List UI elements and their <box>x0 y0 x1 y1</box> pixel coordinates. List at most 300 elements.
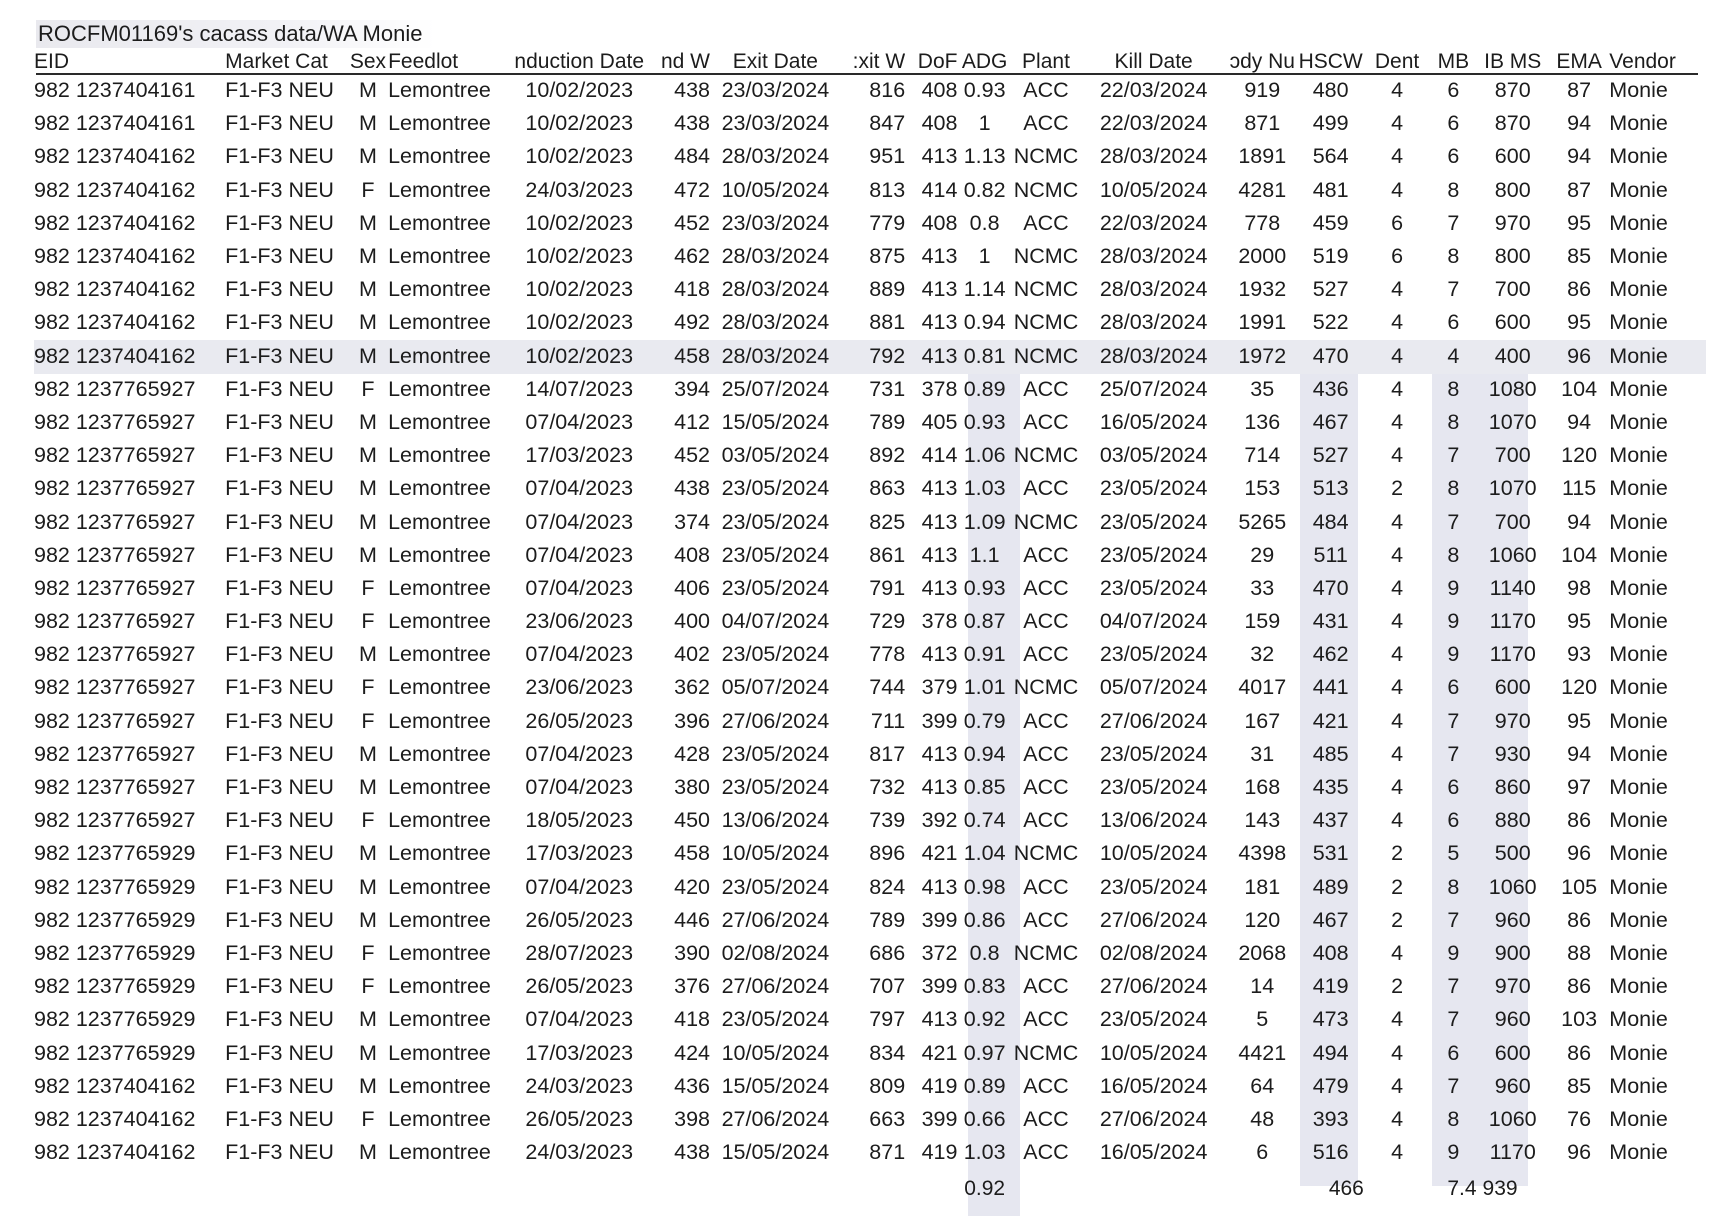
cell-market-cat: F1-F3 NEU <box>225 409 334 434</box>
cell-mb-ms: 880 <box>1494 808 1531 833</box>
cell-exit-date: 23/03/2024 <box>721 78 830 103</box>
cell-ind-weight: 484 <box>674 144 710 169</box>
cell-mb-ms: 930 <box>1494 741 1531 766</box>
column-header-sex: Sex <box>349 50 387 73</box>
cell-exit-date: 15/05/2024 <box>721 1140 830 1165</box>
cell-market-cat: F1-F3 NEU <box>225 775 334 800</box>
cell-vendor: Monie <box>1609 177 1668 202</box>
cell-adg: 1.03 <box>963 1140 1006 1165</box>
cell-mb-ms: 960 <box>1494 1073 1531 1098</box>
cell-kill-date: 03/05/2024 <box>1099 443 1208 468</box>
cell-sex: M <box>359 409 377 434</box>
cell-ind-weight: 438 <box>674 476 710 501</box>
cell-sex: M <box>359 907 377 932</box>
cell-mb-ms: 600 <box>1494 675 1531 700</box>
cell-market-cat: F1-F3 NEU <box>225 111 334 136</box>
cell-exit-date: 10/05/2024 <box>721 841 830 866</box>
cell-hscw: 531 <box>1312 841 1349 866</box>
cell-plant: ACC <box>1023 741 1069 766</box>
cell-induction-date: 10/02/2023 <box>525 310 634 335</box>
cell-exit-date: 28/03/2024 <box>721 244 830 269</box>
column-header-vendor: Vendor <box>1609 50 1676 73</box>
table-row <box>34 1036 1706 1069</box>
cell-body-number: 33 <box>1250 575 1275 600</box>
cell-ind-weight: 462 <box>674 244 710 269</box>
cell-feedlot: Lemontree <box>388 177 491 202</box>
cell-hscw: 436 <box>1312 376 1349 401</box>
cell-exit-weight: 847 <box>869 111 906 136</box>
table-row <box>34 340 1706 373</box>
cell-induction-date: 10/02/2023 <box>525 277 634 302</box>
cell-adg: 1.09 <box>963 509 1006 534</box>
cell-ind-weight: 438 <box>674 1140 710 1165</box>
cell-mb: 8 <box>1447 874 1460 899</box>
cell-hscw: 393 <box>1312 1106 1349 1131</box>
cell-eid: 982 1237765927 <box>34 708 196 733</box>
cell-dof: 419 <box>921 1140 958 1165</box>
cell-hscw: 499 <box>1312 111 1349 136</box>
cell-hscw: 462 <box>1312 642 1349 667</box>
cell-dof: 413 <box>921 277 958 302</box>
cell-sex: M <box>359 443 377 468</box>
cell-exit-date: 15/05/2024 <box>721 1073 830 1098</box>
cell-exit-weight: 789 <box>869 907 906 932</box>
cell-hscw: 441 <box>1312 675 1349 700</box>
cell-dentition: 4 <box>1391 609 1404 634</box>
cell-ema: 85 <box>1567 244 1592 269</box>
cell-body-number: 871 <box>1244 111 1281 136</box>
cell-ind-weight: 472 <box>674 177 710 202</box>
cell-exit-weight: 881 <box>869 310 906 335</box>
table-row <box>34 74 1706 107</box>
cell-market-cat: F1-F3 NEU <box>225 376 334 401</box>
table-row <box>34 671 1706 704</box>
cell-exit-date: 05/07/2024 <box>721 675 830 700</box>
table-row <box>34 572 1706 605</box>
cell-kill-date: 28/03/2024 <box>1099 244 1208 269</box>
cell-exit-date: 15/05/2024 <box>721 409 830 434</box>
cell-vendor: Monie <box>1609 940 1668 965</box>
cell-ema: 88 <box>1567 940 1592 965</box>
cell-plant: ACC <box>1023 210 1069 235</box>
cell-induction-date: 10/02/2023 <box>525 144 634 169</box>
cell-mb-ms: 1060 <box>1488 1106 1537 1131</box>
cell-plant: ACC <box>1023 575 1069 600</box>
cell-mb: 7 <box>1447 741 1460 766</box>
cell-plant: ACC <box>1023 874 1069 899</box>
cell-plant: ACC <box>1023 974 1069 999</box>
cell-market-cat: F1-F3 NEU <box>225 609 334 634</box>
column-header-dof: DoF <box>917 50 958 73</box>
cell-eid: 982 1237765929 <box>34 940 196 965</box>
cell-ind-weight: 396 <box>674 708 710 733</box>
cell-sex: M <box>359 1040 377 1065</box>
cell-ema: 94 <box>1567 741 1592 766</box>
cell-exit-date: 23/05/2024 <box>721 476 830 501</box>
cell-exit-weight: 729 <box>869 609 906 634</box>
cell-adg: 0.74 <box>963 808 1006 833</box>
cell-hscw: 435 <box>1312 775 1349 800</box>
cell-market-cat: F1-F3 NEU <box>225 476 334 501</box>
cell-exit-weight: 731 <box>869 376 906 401</box>
cell-dentition: 6 <box>1391 210 1404 235</box>
cell-eid: 982 1237765927 <box>34 609 196 634</box>
cell-ind-weight: 438 <box>674 78 710 103</box>
cell-mb-ms: 600 <box>1494 1040 1531 1065</box>
cell-ema: 86 <box>1567 808 1592 833</box>
cell-dentition: 4 <box>1391 708 1404 733</box>
cell-market-cat: F1-F3 NEU <box>225 708 334 733</box>
cell-market-cat: F1-F3 NEU <box>225 1073 334 1098</box>
cell-kill-date: 23/05/2024 <box>1099 874 1208 899</box>
cell-ind-weight: 428 <box>674 741 710 766</box>
cell-ema: 94 <box>1567 144 1592 169</box>
cell-dentition: 4 <box>1391 376 1404 401</box>
cell-mb-ms: 400 <box>1494 343 1531 368</box>
column-header-body-number: ɔdy Nu <box>1229 50 1295 73</box>
cell-exit-weight: 789 <box>869 409 906 434</box>
cell-dentition: 4 <box>1391 343 1404 368</box>
cell-market-cat: F1-F3 NEU <box>225 244 334 269</box>
cell-exit-date: 23/05/2024 <box>721 509 830 534</box>
header-row <box>34 50 1706 74</box>
cell-dof: 408 <box>921 210 958 235</box>
cell-dentition: 4 <box>1391 509 1404 534</box>
cell-hscw: 431 <box>1312 609 1349 634</box>
cell-vendor: Monie <box>1609 675 1668 700</box>
cell-exit-date: 23/03/2024 <box>721 111 830 136</box>
cell-vendor: Monie <box>1609 1007 1668 1032</box>
cell-vendor: Monie <box>1609 1040 1668 1065</box>
cell-body-number: 64 <box>1250 1073 1275 1098</box>
cell-mb: 6 <box>1447 111 1460 136</box>
cell-eid: 982 1237765927 <box>34 775 196 800</box>
cell-mb-ms: 970 <box>1494 974 1531 999</box>
cell-kill-date: 28/03/2024 <box>1099 144 1208 169</box>
cell-exit-weight: 863 <box>869 476 906 501</box>
cell-exit-date: 10/05/2024 <box>721 1040 830 1065</box>
cell-hscw: 470 <box>1312 343 1349 368</box>
cell-hscw: 511 <box>1313 542 1348 567</box>
cell-adg: 1.03 <box>963 476 1006 501</box>
cell-ema: 86 <box>1567 277 1592 302</box>
cell-kill-date: 27/06/2024 <box>1099 974 1208 999</box>
cell-mb-ms: 1170 <box>1489 1140 1536 1165</box>
cell-vendor: Monie <box>1609 277 1668 302</box>
cell-mb: 7 <box>1447 1073 1460 1098</box>
table-row <box>34 904 1706 937</box>
table-row <box>34 373 1706 406</box>
cell-sex: M <box>359 874 377 899</box>
cell-induction-date: 14/07/2023 <box>525 376 634 401</box>
cell-dof: 399 <box>921 708 958 733</box>
cell-mb: 6 <box>1447 775 1460 800</box>
cell-mb: 7 <box>1447 509 1460 534</box>
cell-ema: 86 <box>1567 974 1592 999</box>
cell-mb: 9 <box>1447 609 1460 634</box>
cell-hscw: 467 <box>1312 907 1349 932</box>
cell-plant: NCMC <box>1013 1040 1079 1065</box>
cell-kill-date: 28/03/2024 <box>1099 310 1208 335</box>
cell-mb: 7 <box>1447 210 1460 235</box>
cell-dentition: 4 <box>1391 741 1404 766</box>
cell-ind-weight: 452 <box>674 443 710 468</box>
cell-eid: 982 1237765927 <box>34 642 196 667</box>
cell-sex: M <box>359 775 377 800</box>
cell-plant: NCMC <box>1013 310 1079 335</box>
cell-dentition: 4 <box>1391 542 1404 567</box>
cell-dentition: 2 <box>1391 907 1404 932</box>
cell-dentition: 4 <box>1391 675 1404 700</box>
cell-dentition: 4 <box>1391 1007 1404 1032</box>
cell-exit-weight: 889 <box>869 277 906 302</box>
cell-dof: 413 <box>921 476 958 501</box>
cell-mb-ms: 600 <box>1494 310 1531 335</box>
cell-induction-date: 10/02/2023 <box>525 111 634 136</box>
cell-induction-date: 23/06/2023 <box>525 675 634 700</box>
cell-kill-date: 22/03/2024 <box>1099 78 1208 103</box>
cell-sex: M <box>359 78 377 103</box>
cell-sex: F <box>361 575 375 600</box>
cell-ind-weight: 446 <box>674 907 710 932</box>
cell-feedlot: Lemontree <box>388 609 491 634</box>
cell-sex: F <box>361 1106 375 1131</box>
cell-exit-weight: 797 <box>869 1007 906 1032</box>
cell-sex: M <box>359 310 377 335</box>
cell-mb: 6 <box>1447 675 1460 700</box>
cell-ema: 120 <box>1561 675 1598 700</box>
cell-sex: M <box>359 1140 377 1165</box>
cell-sex: M <box>359 476 377 501</box>
cell-feedlot: Lemontree <box>388 1007 491 1032</box>
cell-ind-weight: 436 <box>674 1073 710 1098</box>
cell-eid: 982 1237765927 <box>34 675 196 700</box>
cell-induction-date: 07/04/2023 <box>525 509 634 534</box>
cell-exit-weight: 707 <box>869 974 906 999</box>
cell-hscw: 522 <box>1312 310 1349 335</box>
avg-hscw: 466 <box>1328 1177 1364 1201</box>
cell-plant: ACC <box>1023 609 1069 634</box>
cell-dof: 413 <box>921 542 958 567</box>
cell-eid: 982 1237404162 <box>34 1073 196 1098</box>
cell-dof: 413 <box>921 874 958 899</box>
cell-eid: 982 1237765927 <box>34 808 196 833</box>
cell-mb-ms: 970 <box>1494 210 1531 235</box>
cell-plant: NCMC <box>1013 277 1079 302</box>
cell-market-cat: F1-F3 NEU <box>225 808 334 833</box>
column-header-market-cat: Market Cat <box>225 50 328 73</box>
cell-ind-weight: 418 <box>674 1007 710 1032</box>
cell-feedlot: Lemontree <box>388 244 491 269</box>
cell-dof: 413 <box>921 1007 958 1032</box>
cell-ind-weight: 492 <box>674 310 710 335</box>
cell-ema: 103 <box>1561 1007 1598 1032</box>
cell-kill-date: 27/06/2024 <box>1099 907 1208 932</box>
column-header-mb: MB <box>1437 50 1470 73</box>
cell-ema: 93 <box>1567 642 1592 667</box>
cell-body-number: 120 <box>1244 907 1281 932</box>
cell-exit-date: 04/07/2024 <box>721 609 830 634</box>
cell-induction-date: 07/04/2023 <box>525 775 634 800</box>
table-row <box>34 240 1706 273</box>
cell-exit-date: 23/05/2024 <box>721 542 830 567</box>
cell-hscw: 470 <box>1312 575 1349 600</box>
cell-ind-weight: 418 <box>674 277 710 302</box>
cell-adg: 1.01 <box>963 675 1006 700</box>
cell-eid: 982 1237765929 <box>34 907 196 932</box>
cell-exit-date: 23/05/2024 <box>721 1007 830 1032</box>
cell-mb-ms: 900 <box>1494 940 1531 965</box>
cell-eid: 982 1237404162 <box>34 1140 196 1165</box>
cell-dentition: 4 <box>1391 111 1404 136</box>
cell-exit-date: 23/05/2024 <box>721 741 830 766</box>
cell-eid: 982 1237765927 <box>34 509 196 534</box>
cell-market-cat: F1-F3 NEU <box>225 1140 334 1165</box>
cell-hscw: 485 <box>1312 741 1349 766</box>
cell-adg: 0.79 <box>963 708 1006 733</box>
cell-exit-weight: 861 <box>869 542 906 567</box>
cell-adg: 1 <box>978 244 991 269</box>
cell-mb-ms: 960 <box>1494 907 1531 932</box>
cell-sex: M <box>359 277 377 302</box>
cell-market-cat: F1-F3 NEU <box>225 741 334 766</box>
cell-dentition: 4 <box>1391 575 1404 600</box>
cell-market-cat: F1-F3 NEU <box>225 177 334 202</box>
cell-feedlot: Lemontree <box>388 642 491 667</box>
cell-kill-date: 23/05/2024 <box>1099 575 1208 600</box>
avg-mb-ms: 939 <box>1482 1177 1518 1201</box>
cell-feedlot: Lemontree <box>388 210 491 235</box>
cell-dof: 405 <box>921 409 958 434</box>
cell-feedlot: Lemontree <box>388 443 491 468</box>
cell-body-number: 778 <box>1244 210 1281 235</box>
table-body <box>34 74 1706 1169</box>
cell-exit-weight: 951 <box>869 144 906 169</box>
cell-exit-date: 23/05/2024 <box>721 775 830 800</box>
cell-ema: 87 <box>1567 177 1592 202</box>
cell-adg: 0.8 <box>969 210 1000 235</box>
cell-feedlot: Lemontree <box>388 907 491 932</box>
cell-exit-weight: 779 <box>869 210 906 235</box>
cell-vendor: Monie <box>1609 111 1668 136</box>
cell-feedlot: Lemontree <box>388 343 491 368</box>
cell-plant: ACC <box>1023 1106 1069 1131</box>
cell-induction-date: 24/03/2023 <box>525 1140 634 1165</box>
table-row <box>34 107 1706 140</box>
cell-body-number: 159 <box>1244 609 1281 634</box>
cell-kill-date: 10/05/2024 <box>1099 841 1208 866</box>
cell-feedlot: Lemontree <box>388 310 491 335</box>
table-row <box>34 871 1706 904</box>
cell-ema: 95 <box>1567 210 1592 235</box>
cell-hscw: 489 <box>1312 874 1349 899</box>
cell-hscw: 480 <box>1312 78 1349 103</box>
cell-dentition: 4 <box>1391 1040 1404 1065</box>
cell-sex: F <box>361 940 375 965</box>
cell-exit-weight: 739 <box>869 808 906 833</box>
table-row <box>34 406 1706 439</box>
cell-body-number: 4017 <box>1238 675 1287 700</box>
cell-adg: 0.92 <box>963 1007 1006 1032</box>
cell-plant: ACC <box>1023 1073 1069 1098</box>
cell-feedlot: Lemontree <box>388 708 491 733</box>
table-row <box>34 605 1706 638</box>
cell-ema: 94 <box>1567 409 1592 434</box>
table-row <box>34 174 1706 207</box>
cell-induction-date: 26/05/2023 <box>525 907 634 932</box>
cell-mb-ms: 600 <box>1494 144 1531 169</box>
cell-plant: NCMC <box>1013 144 1079 169</box>
cell-market-cat: F1-F3 NEU <box>225 642 334 667</box>
cell-dentition: 2 <box>1391 476 1404 501</box>
cell-mb: 8 <box>1447 177 1460 202</box>
column-header-hscw: HSCW <box>1298 50 1363 73</box>
cell-dentition: 4 <box>1391 144 1404 169</box>
cell-eid: 982 1237765927 <box>34 376 196 401</box>
cell-sex: M <box>359 210 377 235</box>
cell-dentition: 4 <box>1391 775 1404 800</box>
averages-row <box>34 1169 1706 1201</box>
cell-plant: NCMC <box>1013 940 1079 965</box>
cell-body-number: 6 <box>1256 1140 1269 1165</box>
cell-hscw: 459 <box>1312 210 1349 235</box>
cell-hscw: 484 <box>1312 509 1349 534</box>
cell-vendor: Monie <box>1609 642 1668 667</box>
cell-kill-date: 22/03/2024 <box>1099 210 1208 235</box>
cell-ind-weight: 398 <box>674 1106 710 1131</box>
cell-kill-date: 23/05/2024 <box>1099 642 1208 667</box>
cell-exit-date: 23/05/2024 <box>721 874 830 899</box>
cell-ind-weight: 406 <box>674 575 710 600</box>
cell-sex: M <box>359 244 377 269</box>
cell-feedlot: Lemontree <box>388 974 491 999</box>
cell-exit-weight: 778 <box>869 642 906 667</box>
cell-mb: 6 <box>1447 1040 1460 1065</box>
cell-ema: 87 <box>1567 78 1592 103</box>
cell-exit-weight: 817 <box>869 741 906 766</box>
cell-dof: 413 <box>921 144 958 169</box>
cell-mb-ms: 870 <box>1494 78 1531 103</box>
cell-ema: 86 <box>1567 1040 1592 1065</box>
cell-sex: M <box>359 542 377 567</box>
cell-market-cat: F1-F3 NEU <box>225 940 334 965</box>
cell-exit-weight: 744 <box>869 675 906 700</box>
cell-plant: NCMC <box>1013 841 1079 866</box>
cell-market-cat: F1-F3 NEU <box>225 343 334 368</box>
cell-ema: 98 <box>1567 575 1592 600</box>
cell-exit-weight: 686 <box>869 940 906 965</box>
cell-exit-weight: 791 <box>869 575 906 600</box>
cell-dof: 372 <box>921 940 958 965</box>
cell-vendor: Monie <box>1609 542 1668 567</box>
cell-market-cat: F1-F3 NEU <box>225 78 334 103</box>
cell-adg: 1.13 <box>963 144 1006 169</box>
cell-mb: 8 <box>1447 376 1460 401</box>
cell-adg: 0.93 <box>963 409 1006 434</box>
cell-adg: 0.8 <box>969 940 1000 965</box>
cell-mb-ms: 970 <box>1494 708 1531 733</box>
cell-mb-ms: 700 <box>1494 509 1531 534</box>
table-row <box>34 207 1706 240</box>
cell-body-number: 5 <box>1256 1007 1269 1032</box>
cell-dentition: 4 <box>1391 78 1404 103</box>
cell-sex: F <box>361 675 375 700</box>
cell-adg: 0.66 <box>963 1106 1006 1131</box>
cell-kill-date: 28/03/2024 <box>1099 277 1208 302</box>
cell-body-number: 29 <box>1250 542 1275 567</box>
cell-exit-weight: 875 <box>869 244 906 269</box>
cell-ind-weight: 412 <box>674 409 710 434</box>
